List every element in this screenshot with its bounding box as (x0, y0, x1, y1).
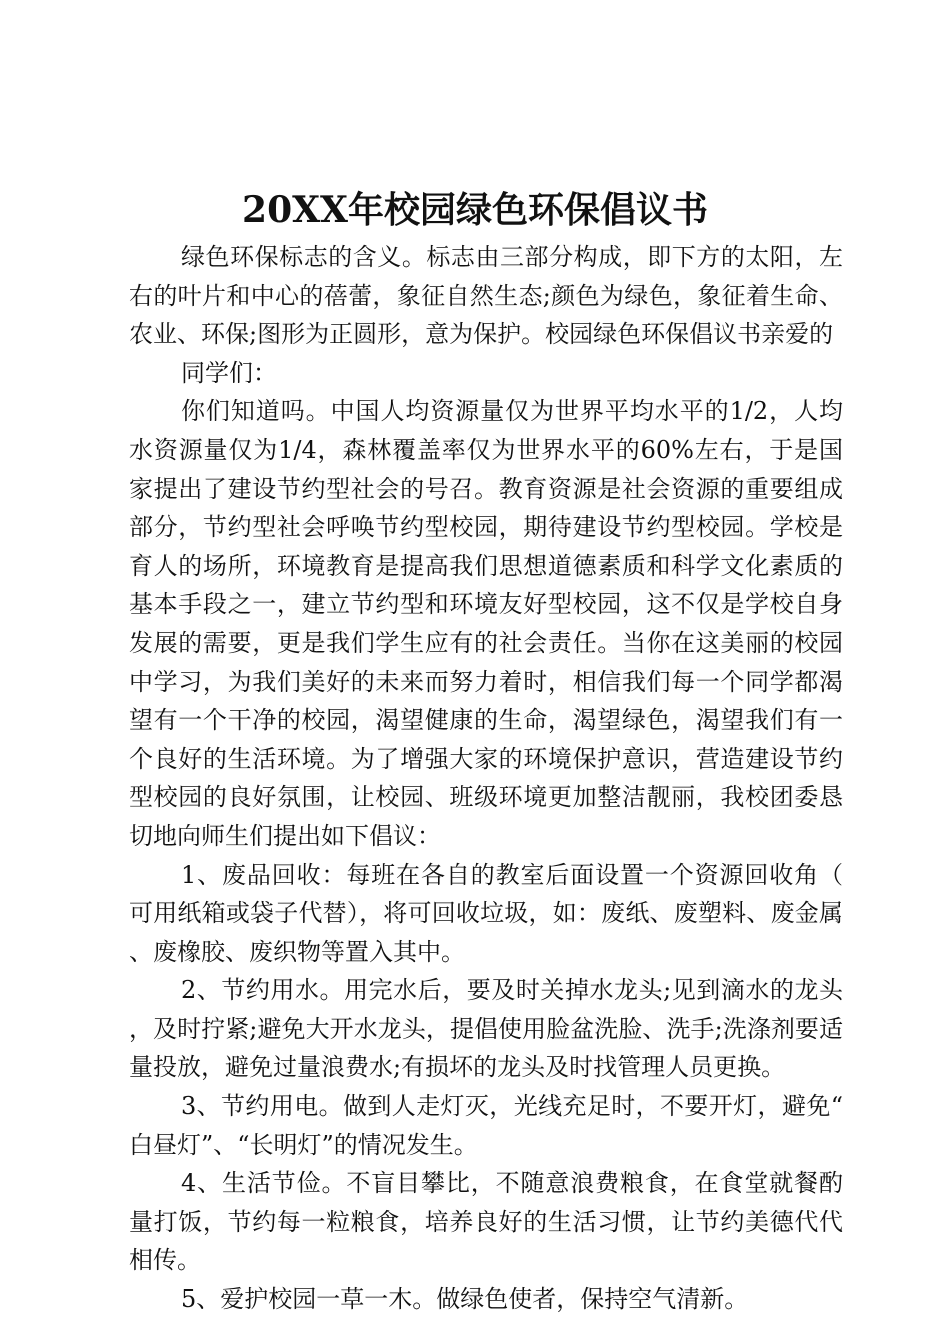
paragraph-item-2: 2、节约用水。用完水后，要及时关掉水龙头;见到滴水的龙头，及时拧紧;避免大开水龙头，提倡使用脸盆洗脸、洗手;洗涤剂要适量投放，避免过量浪费水;有损坏的龙头及时找管理人员更换。 (129, 976, 843, 1082)
paragraph-item-5: 5、爱护校园一草一木。做绿色使者，保持空气清新。 (181, 1285, 749, 1314)
document-body (129, 238, 843, 1319)
paragraph-item-3: 3、节约用电。做到人走灯灭，光线充足时，不要开灯，避免“白昼灯”、“长明灯”的情况发生。 (129, 1092, 843, 1159)
paragraph-greeting: 同学们： (181, 358, 277, 387)
paragraph-intro: 绿色环保标志的含义。标志由三部分构成，即下方的太阳，左右的叶片和中心的蓓蕾，象征自然生态;颜色为绿色，象征着生命、农业、环保;图形为正圆形，意为保护。校园绿色环保倡议书亲爱的 (129, 243, 843, 349)
paragraph-item-4: 4、生活节俭。不盲目攀比，不随意浪费粮食，在食堂就餐酌量打饭，节约每一粒粮食，培养良好的生活习惯，让节约美德代代相传。 (129, 1169, 843, 1275)
paragraph-background: 你们知道吗。中国人均资源量仅为世界平均水平的1/2，人均水资源量仅为1/4，森林覆盖率仅为世界水平的60%左右，于是国家提出了建设节约型社会的号召。教育资源是社会资源的重要组成部分，节约型社会呼唤节约型校园，期待建设节约型校园。学校是育人的场所，环境教育是提高我们思想道德素质和科学文化素质的基本手段之一，建立节约型和环境友好型校园，这不仅是学校自身发展的需要，更是我们学生应有的社会责任。当你在这美丽的校园中学习，为我们美好的未来而努力着时，相信我们每一个同学都渴望有一个干净的校园，渴望健康的生命，渴望绿色，渴望我们有一个良好的生活环境。为了增强大家的环境保护意识，营造建设节约型校园的良好氛围，让校园、班级环境更加整洁靓丽，我校团委恳切地向师生们提出如下倡议： (129, 397, 843, 850)
document-title: 20XX年校园绿色环保倡议书 (242, 189, 708, 231)
paragraph-item-1: 1、废品回收：每班在各自的教室后面设置一个资源回收角（可用纸箱或袋子代替），将可回收垃圾，如：废纸、废塑料、废金属、废橡胶、废织物等置入其中。 (129, 860, 843, 966)
